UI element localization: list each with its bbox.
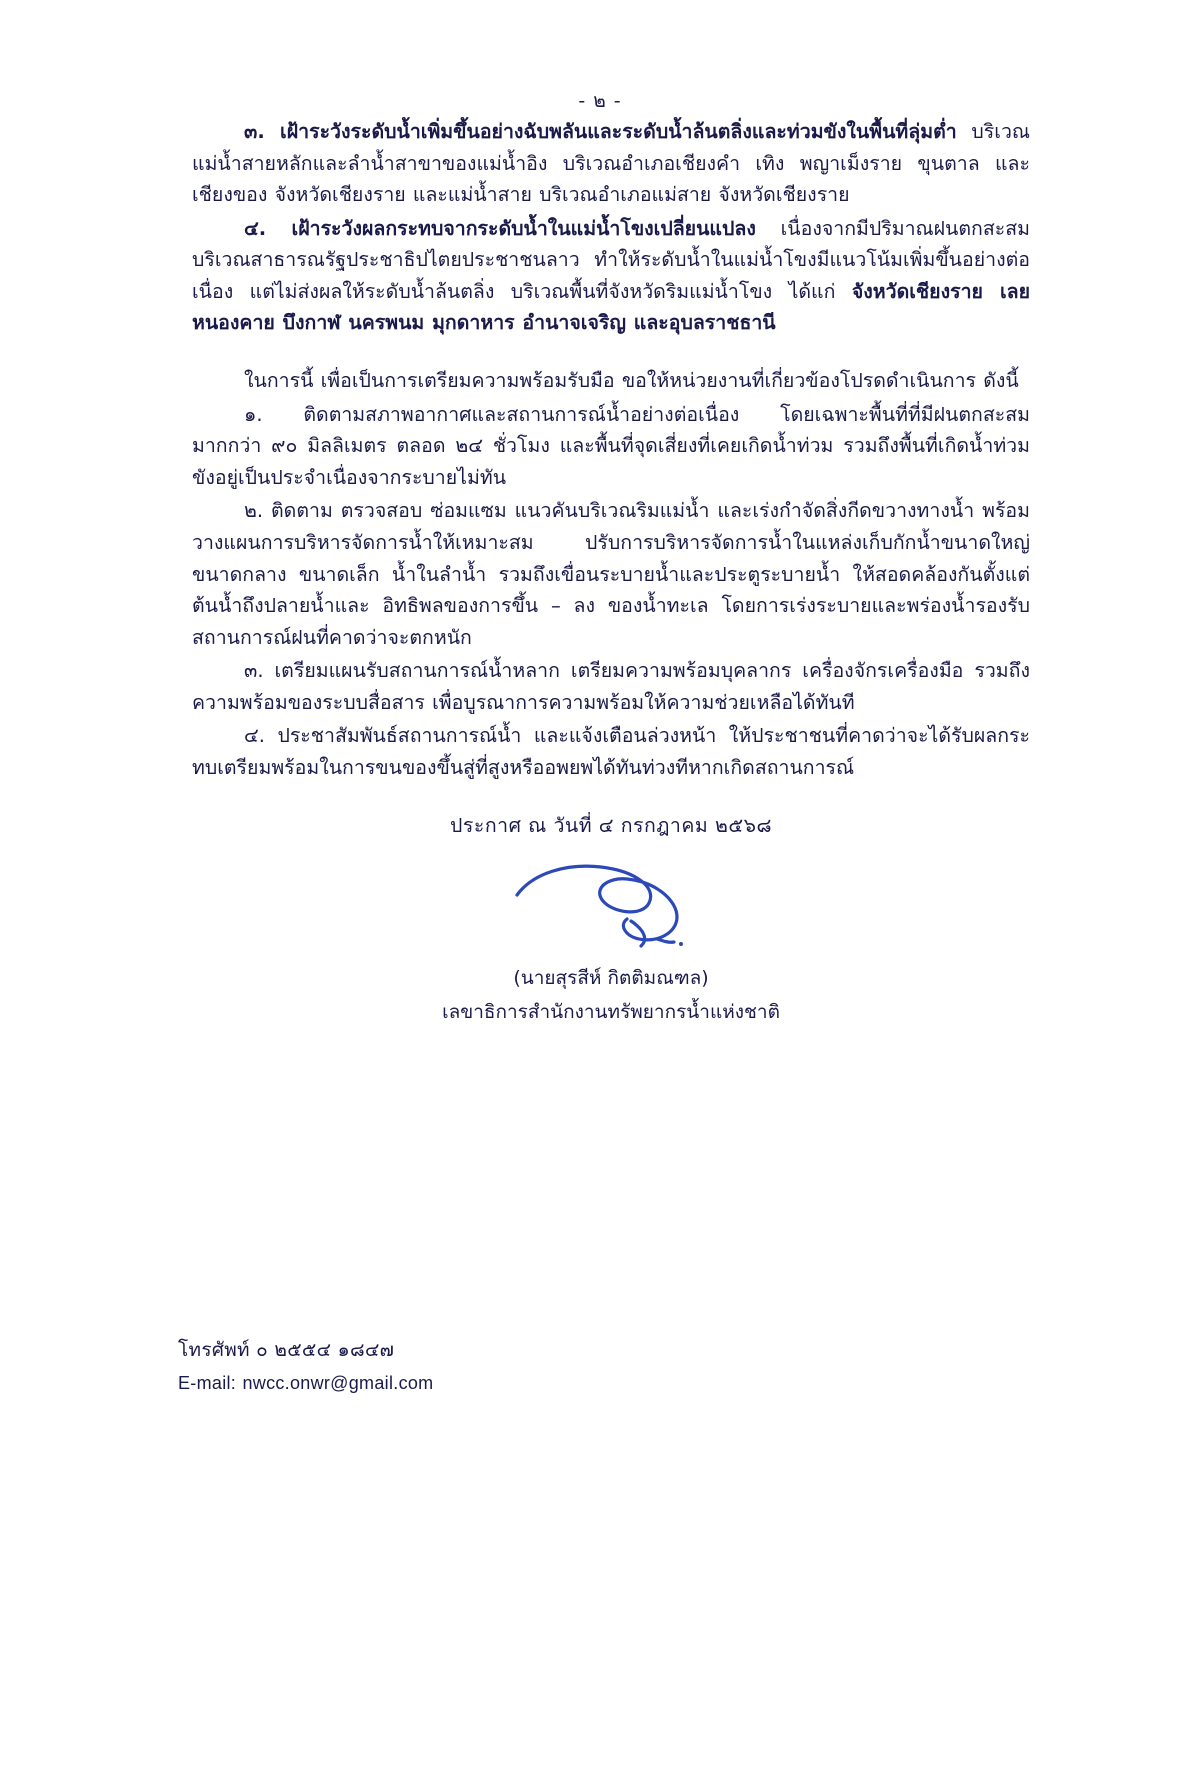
page-number: - ๒ - (578, 90, 622, 112)
footer-email-row (178, 1367, 1200, 1400)
spacer (192, 341, 1030, 365)
paragraph-intro: ในการนี้ เพื่อเป็นการเตรียมความพร้อมรับมือ ขอให้หน่วยงานที่เกี่ยวข้องโปรดดำเนินการ ดังนี้ (244, 369, 1019, 393)
signer-name: (นายสุรสีห์ กิตติมณฑล) (513, 966, 709, 989)
document-footer (0, 1334, 1200, 1401)
paragraph-item-4-lead: ๔. เฝ้าระวังผลกระทบจากระดับน้ำในแม่น้ำโขงเปลี่ยนแปลง (244, 216, 756, 240)
paragraph-action-4: ๔. ประชาสัมพันธ์สถานการณ์น้ำ และแจ้งเตือนล่วงหน้า ให้ประชาชนที่คาดว่าจะได้รับผลกระทบเตรียมพร้อมในการขนของขึ้นสู่ที่สูงหรืออพยพได้ทันท่วงทีหากเกิดสถานการณ์ (192, 724, 1030, 779)
paragraph-item-4-provinces: จังหวัดเชียงราย เลย หนองคาย บึงกาฬ นครพนม มุกดาหาร อำนาจเจริญ และอุบลราชธานี (192, 279, 1030, 335)
signature-area (192, 851, 1030, 1023)
paragraph-item-3-lead: ๓. เฝ้าระวังระดับน้ำเพิ่มขึ้นอย่างฉับพลันและระดับน้ำล้นตลิ่งและท่วมขังในพื้นที่ลุ่มต่ำ (244, 120, 957, 143)
paragraph-item-4-rest: เนื่องจากมีปริมาณฝนตกสะสมบริเวณสาธารณรัฐประชาธิปไตยประชาชนลาว ทำให้ระดับน้ำในแม่น้ำโขงมีแนวโน้มเพิ่มขึ้นอย่างต่อเนื่อง แต่ไม่ส่งผลให้ระดับน้ำล้นตลิ่ง บริเวณพื้นที่จังหวัดริมแม่น้ำโขง ได้แก่ (192, 216, 1030, 303)
footer-email-value: nwcc.onwr@gmail.com (242, 1373, 434, 1394)
paragraph-item-3 (192, 116, 1030, 211)
signature-image (481, 851, 741, 961)
paragraph-action-1: ๑. ติดตามสภาพอากาศและสถานการณ์น้ำอย่างต่อเนื่อง โดยเฉพาะพื้นที่ที่มีฝนตกสะสมมากกว่า ๙๐ มิลลิเมตร ตลอด ๒๔ ชั่วโมง และพื้นที่จุดเสี่ยงที่เคยเกิดน้ำท่วม รวมถึงพื้นที่เกิดน้ำท่วมขังอยู่เป็นประจำเนื่องจากระบายไม่ทัน (192, 402, 1030, 489)
paragraph-action-2: ๒. ติดตาม ตรวจสอบ ซ่อมแซม แนวคันบริเวณริมแม่น้ำ และเร่งกำจัดสิ่งกีดขวางทางน้ำ พร้อมวางแผนการบริหารจัดการน้ำให้เหมาะสม ปรับการบริหารจัดการน้ำในแหล่งเก็บกักน้ำขนาดใหญ่ ขนาดกลาง ขนาดเล็ก น้ำในลำน้ำ รวมถึงเขื่อนระบายน้ำและประตูระบายน้ำ ให้สอดคล้องกันตั้งแต่ต้นน้ำถึงปลายน้ำและ อิทธิพลของการขึ้น – ลง ของน้ำทะเล โดยการเร่งระบายและพร่องน้ำรองรับสถานการณ์ฝนที่คาดว่าจะตกหนัก (192, 499, 1030, 649)
document-page (0, 86, 1200, 1783)
footer-phone: โทรศัพท์ ๐ ๒๕๕๔ ๑๘๔๗ (178, 1339, 395, 1361)
paragraph-action-3: ๓. เตรียมแผนรับสถานการณ์น้ำหลาก เตรียมความพร้อมบุคลากร เครื่องจักรเครื่องมือ รวมถึงความพร้อมของระบบสื่อสาร เพื่อบูรณาการความพร้อมให้ความช่วยเหลือได้ทันที (192, 659, 1030, 714)
footer-email-label: E-mail: (178, 1373, 237, 1394)
paragraph-item-3-rest: บริเวณแม่น้ำสายหลักและลำน้ำสาขาของแม่น้ำอิง บริเวณอำเภอเชียงคำ เทิง พญาเม็งราย ขุนตาล และเชียงของ จังหวัดเชียงราย และแม่น้ำสาย บริเวณอำเภอแม่สาย จังหวัดเชียงราย (192, 120, 1030, 207)
document-body (160, 116, 1040, 1023)
announcement-date: ประกาศ ณ วันที่ ๔ กรกฎาคม ๒๕๖๘ (450, 813, 772, 837)
signer-title: เลขาธิการสำนักงานทรัพยากรน้ำแห่งชาติ (442, 1000, 780, 1023)
paragraph-item-4 (192, 213, 1030, 339)
